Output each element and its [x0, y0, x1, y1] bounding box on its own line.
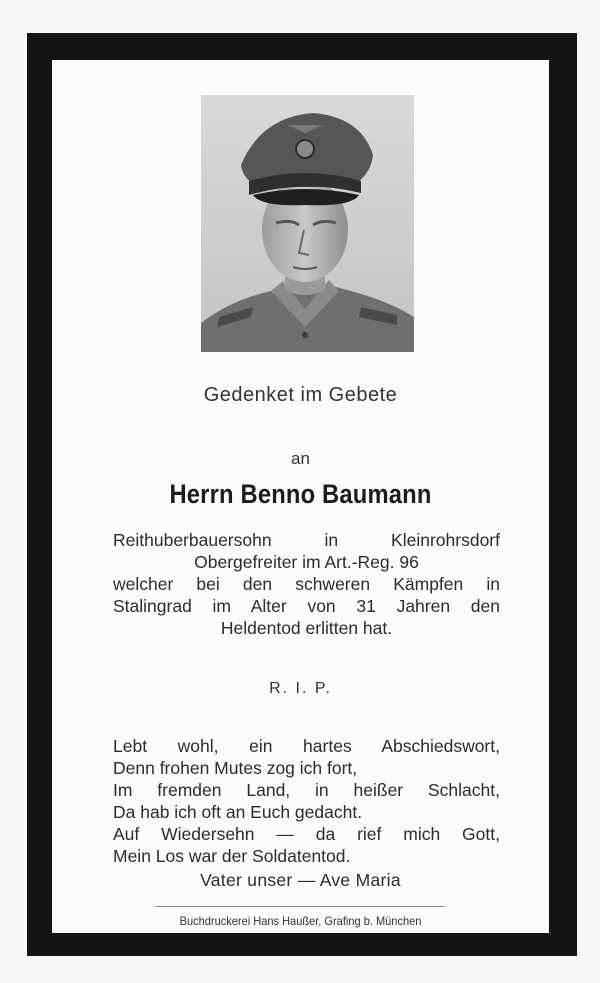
prayer-text: Vater unser — Ave Maria [200, 870, 401, 890]
portrait-photo [201, 95, 414, 352]
deceased-name: Herrn Benno Baumann [169, 479, 432, 509]
biography [113, 529, 500, 639]
poem [113, 735, 500, 867]
heading: Gedenket im Gebete [203, 384, 398, 406]
poem-line: Da hab ich oft an Euch gedacht. [113, 802, 363, 822]
divider-line [155, 906, 445, 907]
bio-line: Heldentod erlitten hat. [220, 618, 393, 638]
poem-line: Mein Los war der Soldatentod. [113, 846, 351, 866]
bio-line: Stalingrad im Alter von 31 Jahren den [113, 596, 500, 616]
rip-text: R. I. P. [269, 680, 332, 697]
poem-line: Denn frohen Mutes zog ich fort, [113, 758, 358, 778]
poem-line: Auf Wiedersehn — da rief mich Gott, [113, 824, 500, 844]
bio-line: Obergefreiter im Art.-Reg. 96 [194, 552, 419, 572]
printer-credit: Buchdruckerei Hans Haußer, Grafing b. München [179, 914, 422, 928]
bio-line: Reithuberbauersohn in Kleinrohrsdorf [113, 530, 500, 550]
preposition: an [291, 449, 310, 468]
bio-line: welcher bei den schweren Kämpfen in [113, 574, 500, 594]
poem-line: Im fremden Land, in heißer Schlacht, [113, 780, 500, 800]
poem-line: Lebt wohl, ein hartes Abschiedswort, [113, 736, 500, 756]
